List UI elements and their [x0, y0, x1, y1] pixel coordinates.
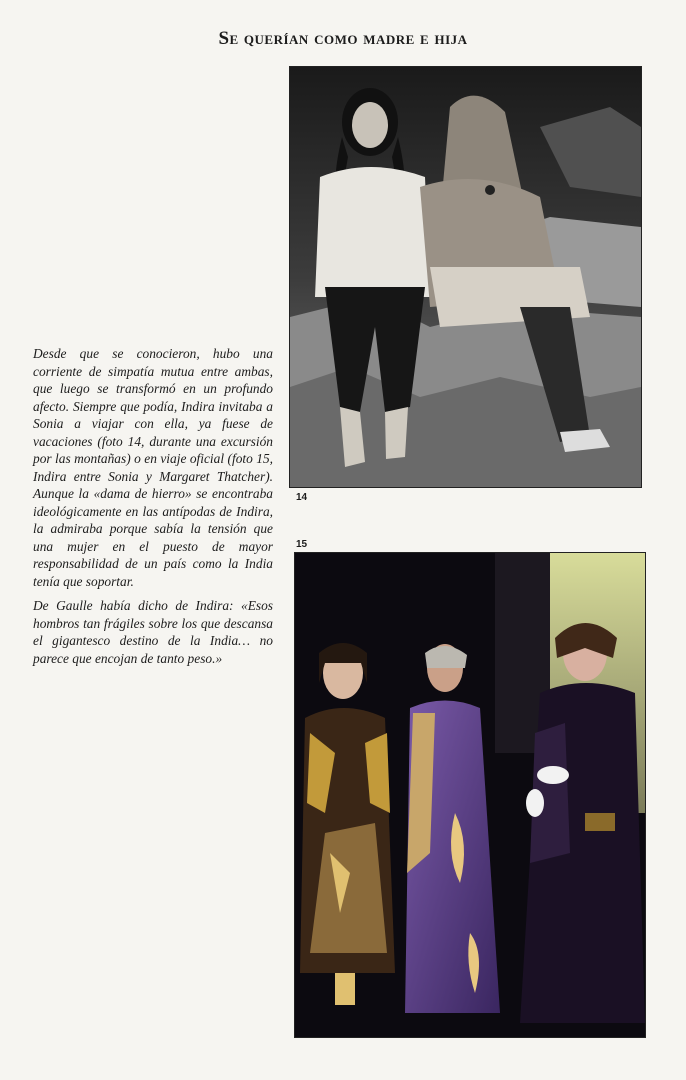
caption-paragraph-1: Desde que se conocieron, hubo una corriente de simpatía mutua entre ambas, que luego se transformó en un profundo afecto. Siempre que podía, Indira invitaba a Sonia a viajar con ella, ya fuese de vacaciones (foto 14, durante una excursión por las montañas) o en viaje oficial (foto 15, Indira entre Sonia y Margaret Thatcher). Aunque la «dama de hierro» se encontraba ideológicamente en las antípodas de Indira, la admiraba porque sabía la tensión que una mujer en el puesto de mayor responsabilidad de un país como la India tenía que soportar.: [33, 346, 273, 589]
photo-14-excursion: [289, 66, 642, 488]
page-title: Se querían como madre e hija: [218, 28, 468, 49]
caption-text: [33, 345, 273, 674]
caption-paragraph-2: De Gaulle había dicho de Indira: «Esos hombros tan frágiles sobre los que descansa el gigantesco destino de la India… no parece que encojan de tanto peso.»: [33, 598, 273, 666]
photo-15-official-trip: [294, 552, 646, 1038]
photo-14-image: [290, 67, 641, 487]
photo-14-number: 14: [296, 492, 308, 503]
photo-15-number: 15: [296, 539, 308, 550]
photo-15-image: [295, 553, 645, 1037]
